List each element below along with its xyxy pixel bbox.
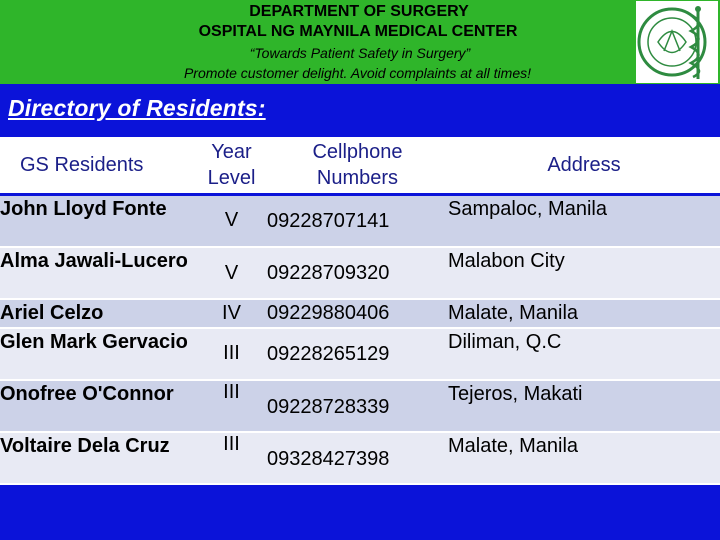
- year-level: V: [196, 195, 267, 247]
- header-text: [0, 2, 720, 83]
- department-title: DEPARTMENT OF SURGERY: [249, 3, 469, 20]
- cellphone-number: 09229880406: [267, 299, 448, 328]
- residents-table: [0, 137, 720, 485]
- cellphone-number: 09228265129: [267, 328, 448, 380]
- page-title: Directory of Residents:: [8, 95, 266, 121]
- resident-name: Alma Jawali-Lucero: [0, 247, 196, 299]
- hospital-seal-logo: [636, 1, 718, 83]
- cellphone-number: 09228707141: [267, 195, 448, 247]
- tagline: Promote customer delight. Avoid complaints at all times!: [183, 65, 532, 81]
- hospital-name: OSPITAL NG MAYNILA MEDICAL CENTER: [198, 23, 518, 40]
- cellphone-number: 09328427398: [267, 432, 448, 484]
- resident-name: Glen Mark Gervacio: [0, 328, 196, 380]
- cellphone-number: 09228709320: [267, 247, 448, 299]
- year-level: III: [196, 432, 267, 484]
- header-banner: [0, 0, 720, 84]
- table-row: [0, 328, 720, 380]
- table-row: [0, 299, 720, 328]
- column-header-residents: GS Residents: [0, 137, 196, 195]
- table-header-row: [0, 137, 720, 195]
- year-level: V: [196, 247, 267, 299]
- address: Malate, Manila: [448, 299, 720, 328]
- year-level: III: [196, 328, 267, 380]
- resident-name: John Lloyd Fonte: [0, 195, 196, 247]
- resident-name: Onofree O'Connor: [0, 380, 196, 432]
- column-header-phone: Cellphone Numbers: [267, 137, 448, 195]
- address: Diliman, Q.C: [448, 328, 720, 380]
- resident-name: Voltaire Dela Cruz: [0, 432, 196, 484]
- cellphone-number: 09228728339: [267, 380, 448, 432]
- table-row: [0, 432, 720, 484]
- year-level: IV: [196, 299, 267, 328]
- address: Sampaloc, Manila: [448, 195, 720, 247]
- table-row: [0, 380, 720, 432]
- resident-name: Ariel Celzo: [0, 299, 196, 328]
- year-level: III: [196, 380, 267, 432]
- table-row: [0, 195, 720, 247]
- address: Malabon City: [448, 247, 720, 299]
- address: Tejeros, Makati: [448, 380, 720, 432]
- table-row: [0, 247, 720, 299]
- column-header-address: Address: [448, 137, 720, 195]
- column-header-year: Year Level: [196, 137, 267, 195]
- motto: “Towards Patient Safety in Surgery”: [249, 45, 471, 61]
- address: Malate, Manila: [448, 432, 720, 484]
